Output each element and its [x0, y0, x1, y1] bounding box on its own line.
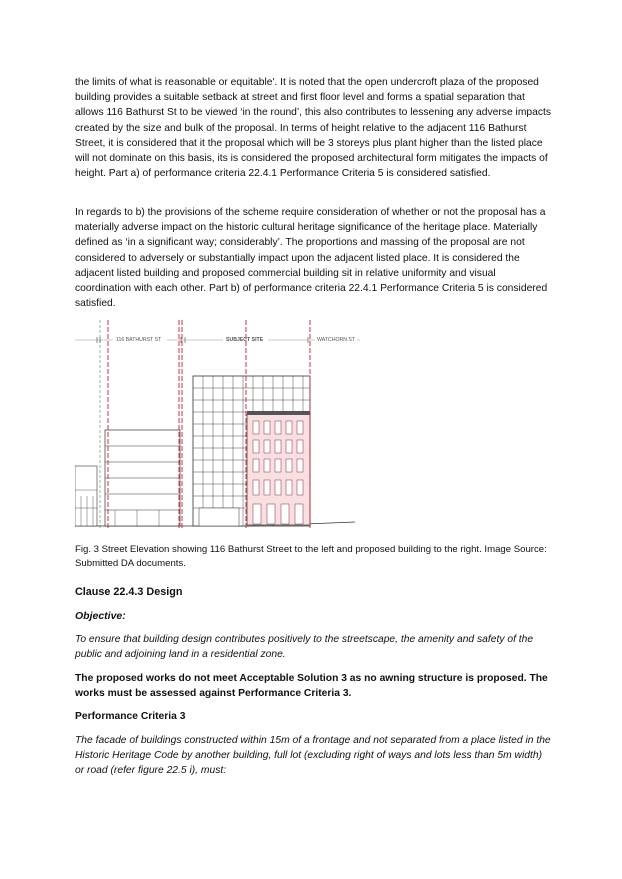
- body-paragraph-1: the limits of what is reasonable or equitable'. It is noted that the open undercroft plaza of the proposed building provides a suitable setback at street and first floor level and forms a spatial separation that allows 116 Bathurst St to be viewed ‘in the round’, this also contributes to lessening any adverse impacts created by the size and bulk of the proposal. In terms of height relative to the adjacent 116 Bathurst Street, it is considered that it the proposal which will be 3 storeys plus plant higher than the listed place will not dominate on this basis, its is considered the proposed architectural form mitigates the impacts of height. Part a) of performance criteria 22.4.1 Performance Criteria 5 is considered satisfied.: [75, 77, 552, 180]
- street-elevation-figure: [75, 318, 360, 540]
- body-paragraph-2: In regards to b) the provisions of the scheme require consideration of whether or not the proposal has a materially adverse impact on the historic cultural heritage significance of the heritage place. Materially defined as ‘in a significant way; considerably’. The proportions and massing of the proposal are not considered to adversely or substantially impact upon the adjacent listed place. It is considered the adjacent listed building and proposed commercial building sit in relative uniformity and visual coordination with each other. Part b) of performance criteria 22.4.1 Performance Criteria 5 is considered satisfied.: [75, 207, 548, 310]
- objective-text: To ensure that building design contributes positively to the streetscape, the amenity and safety of the public and adjoining land in a residential zone.: [75, 634, 534, 661]
- finding-statement: The proposed works do not meet Acceptable Solution 3 as no awning structure is proposed. The works must be assessed against Performance Criteria 3.: [75, 673, 548, 700]
- label-116-bathurst: 116 BATHURST ST: [116, 337, 162, 343]
- label-watchorn: WATCHORN ST: [317, 337, 356, 343]
- performance-criteria-heading: Performance Criteria 3: [75, 711, 186, 722]
- heritage-building-116-bathurst: [75, 430, 180, 526]
- heritage-facade-overlay: [247, 411, 310, 525]
- figure-caption: Fig. 3 Street Elevation showing 116 Bathurst Street to the left and proposed building to the right. Image Source: Submitted DA documents.: [75, 544, 547, 569]
- clause-heading: Clause 22.4.3 Design: [75, 586, 183, 598]
- objective-label: Objective:: [75, 610, 126, 622]
- label-subject-site: SUBJECT SITE: [226, 337, 264, 343]
- performance-criteria-text: The facade of buildings constructed within 15m of a frontage and not separated from a place listed in the Historic Heritage Code by another building, full lot (excluding right of ways and lots less than 5m width) or road (refer figure 22.5 i), must:: [75, 735, 551, 777]
